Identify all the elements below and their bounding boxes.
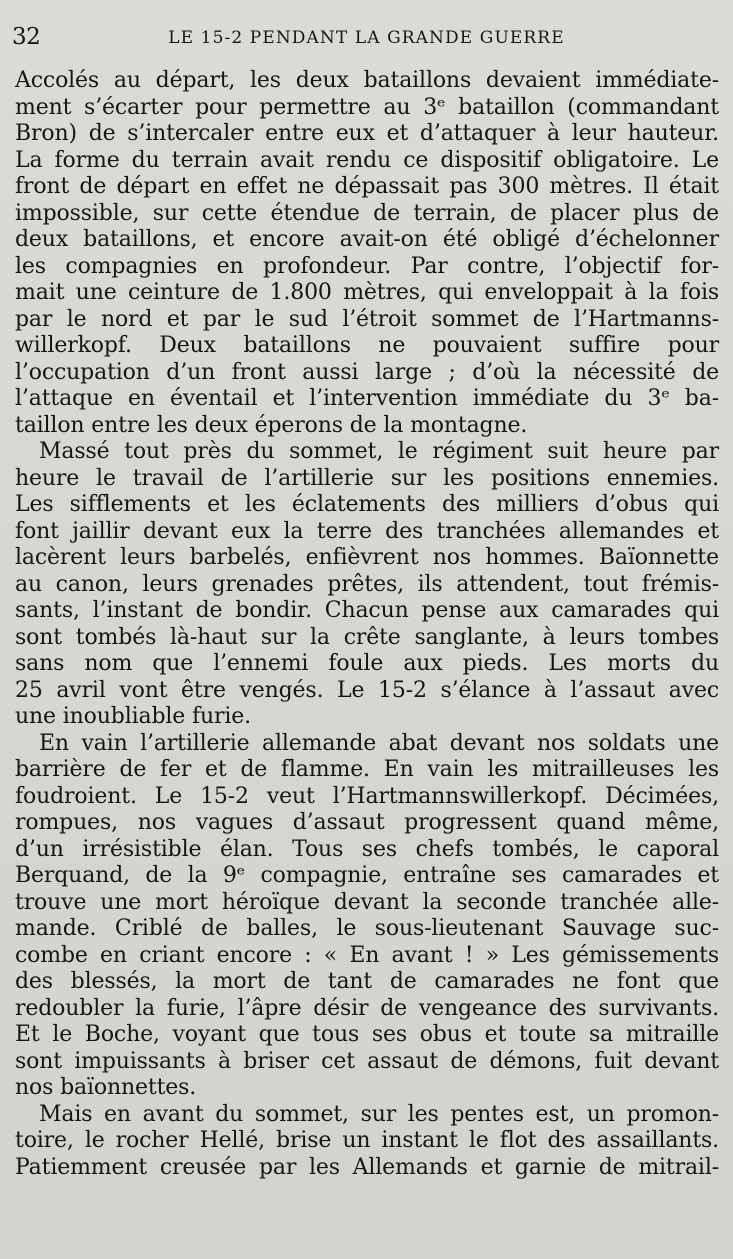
text-line: des blessés, la mort de tant de camarades ne font que <box>15 969 719 994</box>
page-header <box>12 24 721 54</box>
text-line: Mais en avant du sommet, sur les pentes est, un promon- <box>39 1101 719 1127</box>
text-line: mait une ceinture de 1.800 mètres, qui enveloppait à la fois <box>15 280 719 305</box>
text-line: rompues, nos vagues d’assaut progressent quand même, <box>15 810 719 835</box>
text-line: font jaillir devant eux la terre des tranchées allemandes et <box>15 518 719 544</box>
text-line: sans nom que l’ennemi foule aux pieds. Les morts du <box>15 651 719 676</box>
paragraph <box>15 439 719 731</box>
text-line: heure le travail de l’artillerie sur les positions ennemies. <box>15 465 719 491</box>
text-line: d’un irrésistible élan. Tous ses chefs tombés, le caporal <box>15 836 719 862</box>
text-line: Bron) de s’intercaler entre eux et d’attaquer à leur hauteur. <box>15 121 719 146</box>
text-line: Massé tout près du sommet, le régiment suit heure par <box>39 439 719 464</box>
text-line: lacèrent leurs barbelés, enfièvrent nos hommes. Baïonnette <box>15 545 719 570</box>
text-line: willerkopf. Deux bataillons ne pouvaient suffire pour <box>15 333 719 358</box>
text-line: Accolés au départ, les deux bataillons devaient immédiate- <box>15 68 719 93</box>
text-line: deux bataillons, et encore avait-on été obligé d’échelonner <box>15 227 719 252</box>
text-line: En vain l’artillerie allemande abat devant nos soldats une <box>39 730 719 756</box>
paragraph <box>15 68 719 439</box>
paragraph <box>15 1102 719 1182</box>
text-line: sont impuissants à briser cet assaut de démons, fuit devant <box>15 1048 719 1074</box>
text-line: foudroient. Le 15-2 veut l’Hartmannswillerkopf. Décimées, <box>15 783 719 809</box>
text-line: taillon entre les deux éperons de la montagne. <box>15 412 528 438</box>
text-line: l’occupation d’un front aussi large ; d’où la nécessité de <box>15 359 719 385</box>
text-line: au canon, leurs grenades prêtes, ils attendent, tout frémis- <box>15 571 719 597</box>
text-line: nos baïonnettes. <box>15 1075 197 1100</box>
text-line: redoubler la furie, l’âpre désir de vengeance des survivants. <box>15 995 719 1021</box>
text-line: l’attaque en éventail et l’intervention immédiate du 3ᵉ ba- <box>15 386 719 411</box>
text-line: La forme du terrain avait rendu ce dispositif obligatoire. Le <box>15 147 719 173</box>
text-line: ment s’écarter pour permettre au 3ᵉ bataillon (commandant <box>15 94 719 120</box>
text-line: Les sifflements et les éclatements des milliers d’obus qui <box>15 492 719 517</box>
text-line: Et le Boche, voyant que tous ses obus et toute sa mitraille <box>15 1022 719 1047</box>
page-number: 32 <box>12 24 41 50</box>
text-line: par le nord et par le sud l’étroit sommet de l’Hartmanns- <box>15 306 719 332</box>
text-line: Patiemment creusée par les Allemands et garnie de mitrail- <box>15 1154 719 1180</box>
paragraph <box>15 731 719 1102</box>
text-line: barrière de fer et de flamme. En vain les mitrailleuses les <box>15 757 719 782</box>
text-line: impossible, sur cette étendue de terrain, de placer plus de <box>15 200 719 226</box>
running-title: LE 15-2 PENDANT LA GRANDE GUERRE <box>168 28 565 48</box>
text-line: sont tombés là-haut sur la crête sanglante, à leurs tombes <box>15 624 719 650</box>
text-line: une inoubliable furie. <box>15 704 251 729</box>
text-line: 25 avril vont être vengés. Le 15-2 s’élance à l’assaut avec <box>15 677 719 703</box>
text-line: les compagnies en profondeur. Par contre, l’objectif for- <box>15 253 719 279</box>
text-line: mande. Criblé de balles, le sous-lieutenant Sauvage suc- <box>15 916 719 941</box>
text-line: front de départ en effet ne dépassait pas 300 mètres. Il était <box>15 174 719 199</box>
body-text <box>15 68 719 1181</box>
text-line: combe en criant encore : « En avant ! » Les gémissements <box>15 942 719 968</box>
text-line: toire, le rocher Hellé, brise un instant le flot des assaillants. <box>15 1128 719 1153</box>
text-line: sants, l’instant de bondir. Chacun pense aux camarades qui <box>15 598 719 623</box>
text-line: Berquand, de la 9ᵉ compagnie, entraîne ses camarades et <box>15 863 719 888</box>
text-line: trouve une mort héroïque devant la seconde tranchée alle- <box>15 889 719 915</box>
